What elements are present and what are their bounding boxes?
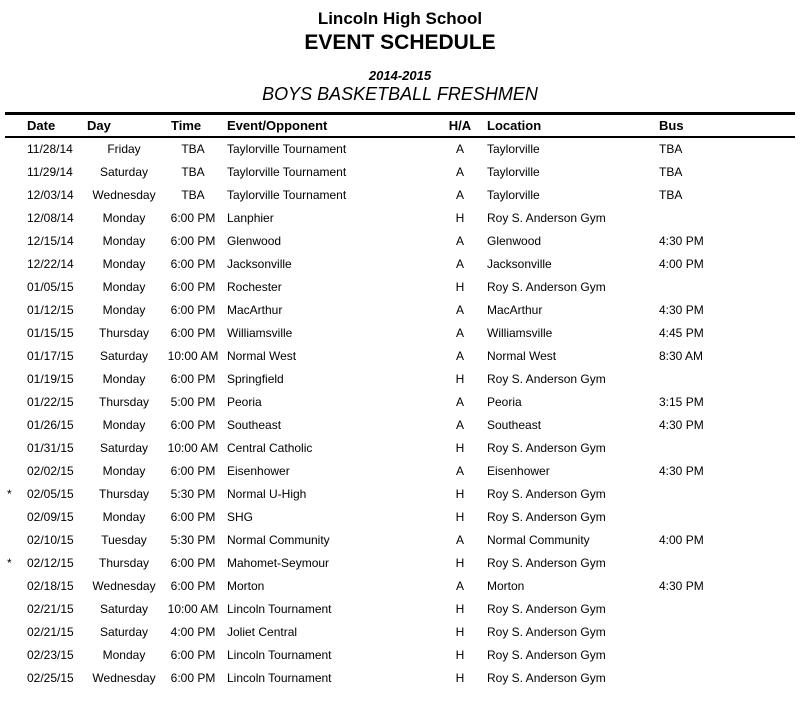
cell-date: 02/21/15 [27,601,74,616]
cell-bus [651,620,795,643]
cell-time: 6:00 PM [170,578,216,593]
cell-location: Normal West [487,348,557,363]
cell-flag [5,367,21,390]
cell-date: 02/25/15 [27,670,74,685]
cell-time: 6:00 PM [170,233,216,248]
cell-time: 6:00 PM [170,210,216,225]
cell-ha: H [455,509,465,524]
cell-day: Thursday [98,555,150,570]
cell-event: Morton [227,578,265,593]
cell-flag [5,620,21,643]
cell-location: Williamsville [487,325,553,340]
document-header [5,8,795,105]
cell-bus [651,597,795,620]
cell-date: 01/05/15 [27,279,74,294]
cell-flag [5,436,21,459]
cell-day: Monday [102,256,146,271]
cell-location: Eisenhower [487,463,550,478]
team-label: BOYS BASKETBALL FRESHMEN [262,84,538,104]
cell-ha: A [455,417,464,432]
cell-location: Roy S. Anderson Gym [487,601,606,616]
cell-date: 02/18/15 [27,578,74,593]
cell-event: Lincoln Tournament [227,670,332,685]
cell-flag: * [7,555,12,570]
cell-location: Taylorville [487,142,540,156]
cell-time: TBA [181,164,205,179]
cell-day: Monday [102,279,146,294]
cell-bus: 4:30 PM [659,463,704,478]
table-row [5,597,795,620]
table-row [5,344,795,367]
cell-ha: H [455,371,465,386]
cell-time: 5:30 PM [170,486,216,501]
cell-time: 10:00 AM [167,348,219,363]
cell-day: Friday [107,142,141,156]
cell-event: Normal U-High [227,486,307,501]
cell-flag [5,528,21,551]
cell-day: Thursday [98,325,150,340]
cell-bus: 4:30 PM [659,578,704,593]
header-time: Time [165,114,221,138]
cell-time: 6:00 PM [170,555,216,570]
cell-day: Wednesday [92,578,156,593]
cell-bus: 4:00 PM [659,256,704,271]
cell-location: Roy S. Anderson Gym [487,371,606,386]
schedule-table-body [5,137,795,689]
cell-bus: 4:30 PM [659,417,704,432]
header-day: Day [83,114,165,138]
cell-bus: TBA [659,142,683,156]
cell-flag [5,183,21,206]
cell-ha: A [455,233,464,248]
cell-ha: A [455,142,464,156]
cell-time: 5:00 PM [170,394,216,409]
cell-bus [651,367,795,390]
header-date: Date [21,114,83,138]
cell-bus: TBA [659,164,683,179]
cell-date: 01/22/15 [27,394,74,409]
cell-bus: 4:45 PM [659,325,704,340]
cell-location: Roy S. Anderson Gym [487,279,606,294]
cell-time: 6:00 PM [170,256,216,271]
cell-date: 02/12/15 [27,555,74,570]
table-row [5,321,795,344]
cell-event: Eisenhower [227,463,290,478]
cell-event: Joliet Central [227,624,298,639]
cell-time: 10:00 AM [167,601,219,616]
cell-bus [651,436,795,459]
cell-event: Lincoln Tournament [227,647,332,662]
cell-day: Monday [102,417,146,432]
cell-date: 12/08/14 [27,210,74,225]
cell-date: 01/31/15 [27,440,74,455]
cell-day: Monday [102,233,146,248]
cell-date: 02/21/15 [27,624,74,639]
cell-ha: A [455,463,464,478]
cell-time: 6:00 PM [170,647,216,662]
cell-date: 01/17/15 [27,348,74,363]
cell-event: Taylorville Tournament [227,164,347,179]
cell-flag [5,390,21,413]
cell-location: Roy S. Anderson Gym [487,670,606,685]
cell-location: Roy S. Anderson Gym [487,555,606,570]
cell-location: Taylorville [487,164,540,179]
cell-bus [651,643,795,666]
cell-date: 12/15/14 [27,233,74,248]
table-row [5,574,795,597]
cell-location: Peoria [487,394,522,409]
cell-date: 01/15/15 [27,325,74,340]
table-row [5,275,795,298]
cell-day: Saturday [99,440,149,455]
table-row [5,528,795,551]
cell-bus [651,482,795,505]
header-flag [5,114,21,138]
cell-ha: A [455,302,464,317]
cell-location: Southeast [487,417,542,432]
table-row [5,229,795,252]
season-label: 2014-2015 [368,68,432,83]
header-location: Location [479,114,651,138]
cell-day: Monday [102,210,146,225]
cell-ha: A [455,187,464,202]
cell-date: 01/12/15 [27,302,74,317]
cell-time: 6:00 PM [170,371,216,386]
cell-ha: H [455,647,465,662]
cell-day: Thursday [98,394,150,409]
cell-event: SHG [227,509,254,524]
table-row [5,367,795,390]
cell-bus: 3:15 PM [659,394,704,409]
cell-flag [5,643,21,666]
cell-event: Jacksonville [227,256,292,271]
cell-day: Monday [102,371,146,386]
cell-event: Peoria [227,394,262,409]
cell-bus [651,275,795,298]
cell-ha: H [455,601,465,616]
cell-ha: H [455,670,465,685]
header-ha: H/A [441,114,479,138]
cell-ha: H [455,624,465,639]
cell-day: Monday [102,463,146,478]
cell-ha: A [455,348,464,363]
cell-flag: * [7,486,12,501]
cell-ha: H [455,440,465,455]
cell-event: Mahomet-Seymour [227,555,330,570]
cell-flag [5,275,21,298]
table-row [5,436,795,459]
cell-event: Lincoln Tournament [227,601,332,616]
cell-flag [5,137,21,160]
cell-flag [5,206,21,229]
cell-bus: 4:30 PM [659,233,704,248]
table-row [5,413,795,436]
cell-time: 10:00 AM [167,440,219,455]
cell-day: Thursday [98,486,150,501]
cell-day: Monday [102,647,146,662]
cell-flag [5,344,21,367]
cell-day: Saturday [99,624,149,639]
cell-date: 01/26/15 [27,417,74,432]
cell-flag [5,459,21,482]
table-row [5,482,795,505]
cell-flag [5,229,21,252]
cell-bus: 4:30 PM [659,302,704,317]
table-row [5,620,795,643]
cell-date: 02/09/15 [27,509,74,524]
cell-location: MacArthur [487,302,543,317]
cell-event: Taylorville Tournament [227,142,347,156]
cell-event: Normal Community [227,532,330,547]
cell-location: Roy S. Anderson Gym [487,647,606,662]
cell-flag [5,321,21,344]
cell-event: Glenwood [227,233,282,248]
cell-location: Roy S. Anderson Gym [487,440,606,455]
cell-ha: H [455,555,465,570]
cell-day: Wednesday [92,670,156,685]
cell-date: 11/28/14 [27,142,73,156]
cell-location: Taylorville [487,187,540,202]
cell-location: Roy S. Anderson Gym [487,486,606,501]
cell-flag [5,160,21,183]
cell-day: Monday [102,509,146,524]
table-row [5,206,795,229]
cell-event: Rochester [227,279,282,294]
cell-ha: H [455,279,465,294]
cell-event: MacArthur [227,302,283,317]
cell-bus: 8:30 AM [659,348,704,363]
cell-location: Morton [487,578,525,593]
table-row [5,666,795,689]
cell-ha: A [455,578,464,593]
cell-time: 6:00 PM [170,325,216,340]
cell-day: Wednesday [92,187,156,202]
cell-ha: A [455,256,464,271]
cell-date: 12/03/14 [27,187,74,202]
cell-date: 01/19/15 [27,371,74,386]
table-row [5,459,795,482]
cell-time: 6:00 PM [170,509,216,524]
cell-date: 02/05/15 [27,486,74,501]
table-row [5,252,795,275]
table-row [5,298,795,321]
cell-event: Southeast [227,417,282,432]
cell-time: 6:00 PM [170,670,216,685]
cell-time: 6:00 PM [170,279,216,294]
cell-ha: A [455,394,464,409]
cell-time: 6:00 PM [170,463,216,478]
school-name: Lincoln High School [317,9,483,28]
table-row [5,643,795,666]
cell-event: Normal West [227,348,297,363]
cell-time: 5:30 PM [170,532,216,547]
table-row [5,160,795,183]
cell-flag [5,252,21,275]
table-row [5,137,795,160]
cell-location: Roy S. Anderson Gym [487,210,606,225]
cell-location: Jacksonville [487,256,552,271]
cell-flag [5,505,21,528]
table-row [5,505,795,528]
cell-time: TBA [181,142,205,156]
cell-bus: 4:00 PM [659,532,704,547]
table-row [5,390,795,413]
cell-ha: A [455,532,464,547]
cell-day: Tuesday [101,532,147,547]
cell-ha: A [455,164,464,179]
table-header-row [5,114,795,138]
cell-flag [5,597,21,620]
cell-date: 02/23/15 [27,647,74,662]
cell-event: Williamsville [227,325,293,340]
cell-day: Saturday [99,164,149,179]
cell-day: Saturday [99,348,149,363]
cell-day: Monday [102,302,146,317]
cell-flag [5,666,21,689]
cell-bus [651,505,795,528]
cell-event: Central Catholic [227,440,313,455]
header-event: Event/Opponent [221,114,441,138]
cell-location: Roy S. Anderson Gym [487,509,606,524]
header-bus: Bus [651,114,795,138]
cell-date: 02/10/15 [27,532,74,547]
cell-date: 11/29/14 [27,164,73,179]
cell-location: Normal Community [487,532,590,547]
cell-time: 6:00 PM [170,302,216,317]
cell-flag [5,298,21,321]
cell-location: Roy S. Anderson Gym [487,624,606,639]
cell-event: Lanphier [227,210,274,225]
cell-bus [651,206,795,229]
cell-date: 02/02/15 [27,463,74,478]
schedule-table [5,112,795,689]
cell-time: 6:00 PM [170,417,216,432]
cell-event: Taylorville Tournament [227,187,347,202]
cell-bus: TBA [659,187,683,202]
cell-bus [651,666,795,689]
cell-time: 4:00 PM [170,624,216,639]
cell-time: TBA [181,187,205,202]
cell-event: Springfield [227,371,284,386]
table-row [5,183,795,206]
document-title: EVENT SCHEDULE [304,31,496,54]
cell-flag [5,574,21,597]
cell-ha: H [455,210,465,225]
cell-bus [651,551,795,574]
table-row [5,551,795,574]
cell-location: Glenwood [487,233,542,248]
cell-day: Saturday [99,601,149,616]
cell-ha: H [455,486,465,501]
cell-ha: A [455,325,464,340]
cell-date: 12/22/14 [27,256,74,271]
cell-flag [5,413,21,436]
